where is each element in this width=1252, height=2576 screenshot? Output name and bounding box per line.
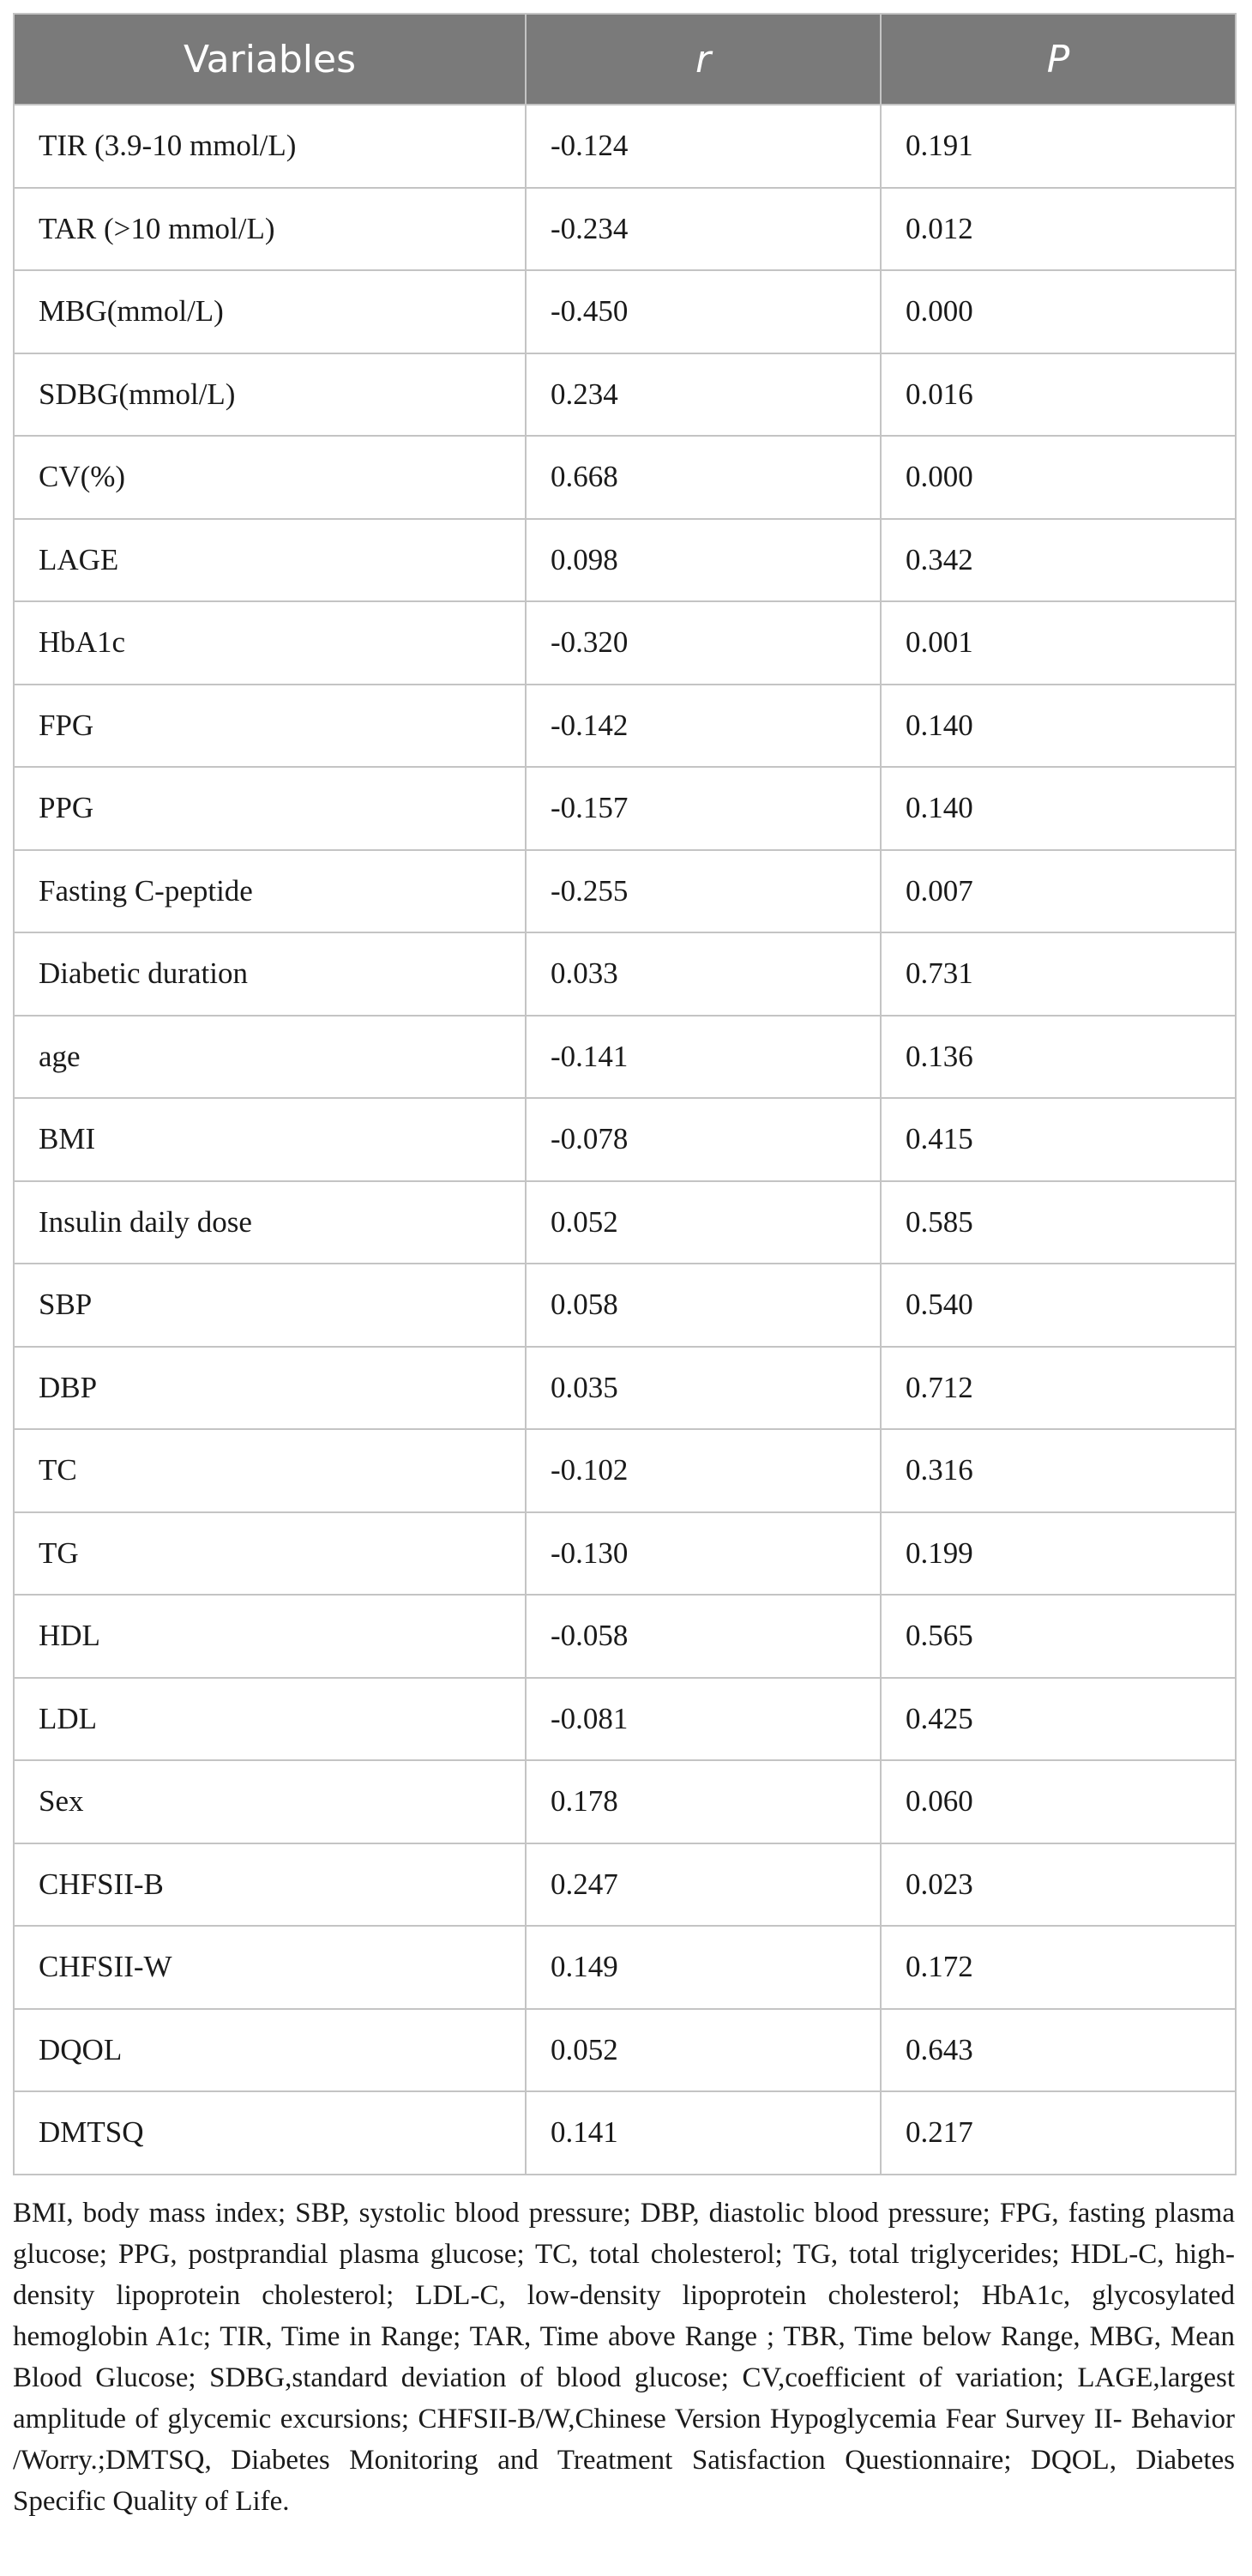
cell-p: 0.540: [881, 1264, 1236, 1347]
cell-p: 0.191: [881, 105, 1236, 188]
cell-r: -0.141: [526, 1016, 881, 1099]
table-row: [14, 850, 1236, 933]
cell-variable: TC: [14, 1429, 526, 1512]
cell-variable: TG: [14, 1512, 526, 1596]
cell-variable: CHFSII-B: [14, 1843, 526, 1927]
cell-r: -0.142: [526, 685, 881, 768]
table-body: [14, 105, 1236, 2175]
cell-p: 0.425: [881, 1678, 1236, 1761]
cell-p: 0.007: [881, 850, 1236, 933]
cell-p: 0.140: [881, 767, 1236, 850]
header-r: r: [526, 14, 881, 105]
cell-variable: LAGE: [14, 519, 526, 602]
table-row: [14, 767, 1236, 850]
cell-variable: CHFSII-W: [14, 1926, 526, 2009]
cell-r: -0.102: [526, 1429, 881, 1512]
cell-variable: Diabetic duration: [14, 932, 526, 1016]
table-row: [14, 1429, 1236, 1512]
cell-r: -0.157: [526, 767, 881, 850]
cell-r: 0.098: [526, 519, 881, 602]
cell-variable: Fasting C-peptide: [14, 850, 526, 933]
cell-r: 0.052: [526, 2009, 881, 2092]
cell-r: -0.450: [526, 270, 881, 353]
table-row: [14, 105, 1236, 188]
cell-variable: HDL: [14, 1595, 526, 1678]
cell-variable: SBP: [14, 1264, 526, 1347]
cell-p: 0.000: [881, 436, 1236, 519]
cell-r: 0.234: [526, 353, 881, 437]
table-row: [14, 1181, 1236, 1264]
table-row: [14, 601, 1236, 685]
cell-r: 0.668: [526, 436, 881, 519]
cell-p: 0.585: [881, 1181, 1236, 1264]
cell-r: 0.247: [526, 1843, 881, 1927]
cell-variable: HbA1c: [14, 601, 526, 685]
table-row: [14, 1098, 1236, 1181]
table-container: [13, 13, 1235, 2522]
table-row: [14, 1347, 1236, 1430]
table-row: [14, 1016, 1236, 1099]
table-row: [14, 1512, 1236, 1596]
cell-p: 0.316: [881, 1429, 1236, 1512]
table-row: [14, 1595, 1236, 1678]
table-header-row: [14, 14, 1236, 105]
table-row: [14, 1843, 1236, 1927]
table-row: [14, 519, 1236, 602]
table-row: [14, 1264, 1236, 1347]
cell-r: 0.033: [526, 932, 881, 1016]
cell-r: -0.320: [526, 601, 881, 685]
table-row: [14, 2009, 1236, 2092]
cell-variable: LDL: [14, 1678, 526, 1761]
cell-p: 0.565: [881, 1595, 1236, 1678]
cell-p: 0.172: [881, 1926, 1236, 2009]
cell-variable: Sex: [14, 1760, 526, 1843]
cell-p: 0.016: [881, 353, 1236, 437]
table-row: [14, 1760, 1236, 1843]
cell-p: 0.000: [881, 270, 1236, 353]
cell-r: 0.035: [526, 1347, 881, 1430]
header-variables: Variables: [14, 14, 526, 105]
correlation-table: [13, 13, 1237, 2175]
cell-r: 0.178: [526, 1760, 881, 1843]
cell-p: 0.001: [881, 601, 1236, 685]
table-row: [14, 353, 1236, 437]
cell-p: 0.415: [881, 1098, 1236, 1181]
cell-r: -0.081: [526, 1678, 881, 1761]
cell-p: 0.023: [881, 1843, 1236, 1927]
cell-p: 0.217: [881, 2091, 1236, 2175]
cell-variable: TIR (3.9-10 mmol/L): [14, 105, 526, 188]
cell-p: 0.140: [881, 685, 1236, 768]
cell-variable: SDBG(mmol/L): [14, 353, 526, 437]
cell-p: 0.731: [881, 932, 1236, 1016]
cell-r: -0.130: [526, 1512, 881, 1596]
cell-variable: age: [14, 1016, 526, 1099]
table-footnote: BMI, body mass index; SBP, systolic blood pressure; DBP, diastolic blood pressure; FPG, fasting plasma glucose; PPG, postprandial plasma glucose; TC, total cholesterol; TG, total triglycerides; HDL-C, high-density lipoprotein cholesterol; LDL-C, low-density lipoprotein cholesterol; HbA1c, glycosylated hemoglobin A1c; TIR, Time in Range; TAR, Time above Range ; TBR, Time below Range, MBG, Mean Blood Glucose; SDBG,standard deviation of blood glucose; CV,coefficient of variation; LAGE,largest amplitude of glycemic excursions; CHFSII-B/W,Chinese Version Hypoglycemia Fear Survey II- Behavior /Worry.;DMTSQ, Diabetes Monitoring and Treatment Satisfaction Questionnaire; DQOL, Diabetes Specific Quality of Life.: [13, 2197, 1235, 2517]
cell-r: 0.141: [526, 2091, 881, 2175]
cell-r: 0.149: [526, 1926, 881, 2009]
cell-r: 0.052: [526, 1181, 881, 1264]
header-p: P: [881, 14, 1236, 105]
table-row: [14, 2091, 1236, 2175]
cell-r: 0.058: [526, 1264, 881, 1347]
cell-p: 0.012: [881, 188, 1236, 271]
cell-variable: CV(%): [14, 436, 526, 519]
cell-p: 0.136: [881, 1016, 1236, 1099]
cell-variable: TAR (>10 mmol/L): [14, 188, 526, 271]
table-row: [14, 932, 1236, 1016]
cell-r: -0.124: [526, 105, 881, 188]
cell-r: -0.234: [526, 188, 881, 271]
cell-variable: DBP: [14, 1347, 526, 1430]
table-row: [14, 1926, 1236, 2009]
cell-variable: PPG: [14, 767, 526, 850]
cell-variable: DMTSQ: [14, 2091, 526, 2175]
cell-variable: BMI: [14, 1098, 526, 1181]
table-row: [14, 270, 1236, 353]
cell-r: -0.078: [526, 1098, 881, 1181]
cell-p: 0.199: [881, 1512, 1236, 1596]
cell-variable: FPG: [14, 685, 526, 768]
cell-r: -0.058: [526, 1595, 881, 1678]
cell-p: 0.643: [881, 2009, 1236, 2092]
table-row: [14, 1678, 1236, 1761]
cell-p: 0.712: [881, 1347, 1236, 1430]
table-row: [14, 436, 1236, 519]
cell-p: 0.060: [881, 1760, 1236, 1843]
table-row: [14, 188, 1236, 271]
cell-p: 0.342: [881, 519, 1236, 602]
cell-variable: MBG(mmol/L): [14, 270, 526, 353]
cell-variable: Insulin daily dose: [14, 1181, 526, 1264]
cell-variable: DQOL: [14, 2009, 526, 2092]
cell-r: -0.255: [526, 850, 881, 933]
table-row: [14, 685, 1236, 768]
